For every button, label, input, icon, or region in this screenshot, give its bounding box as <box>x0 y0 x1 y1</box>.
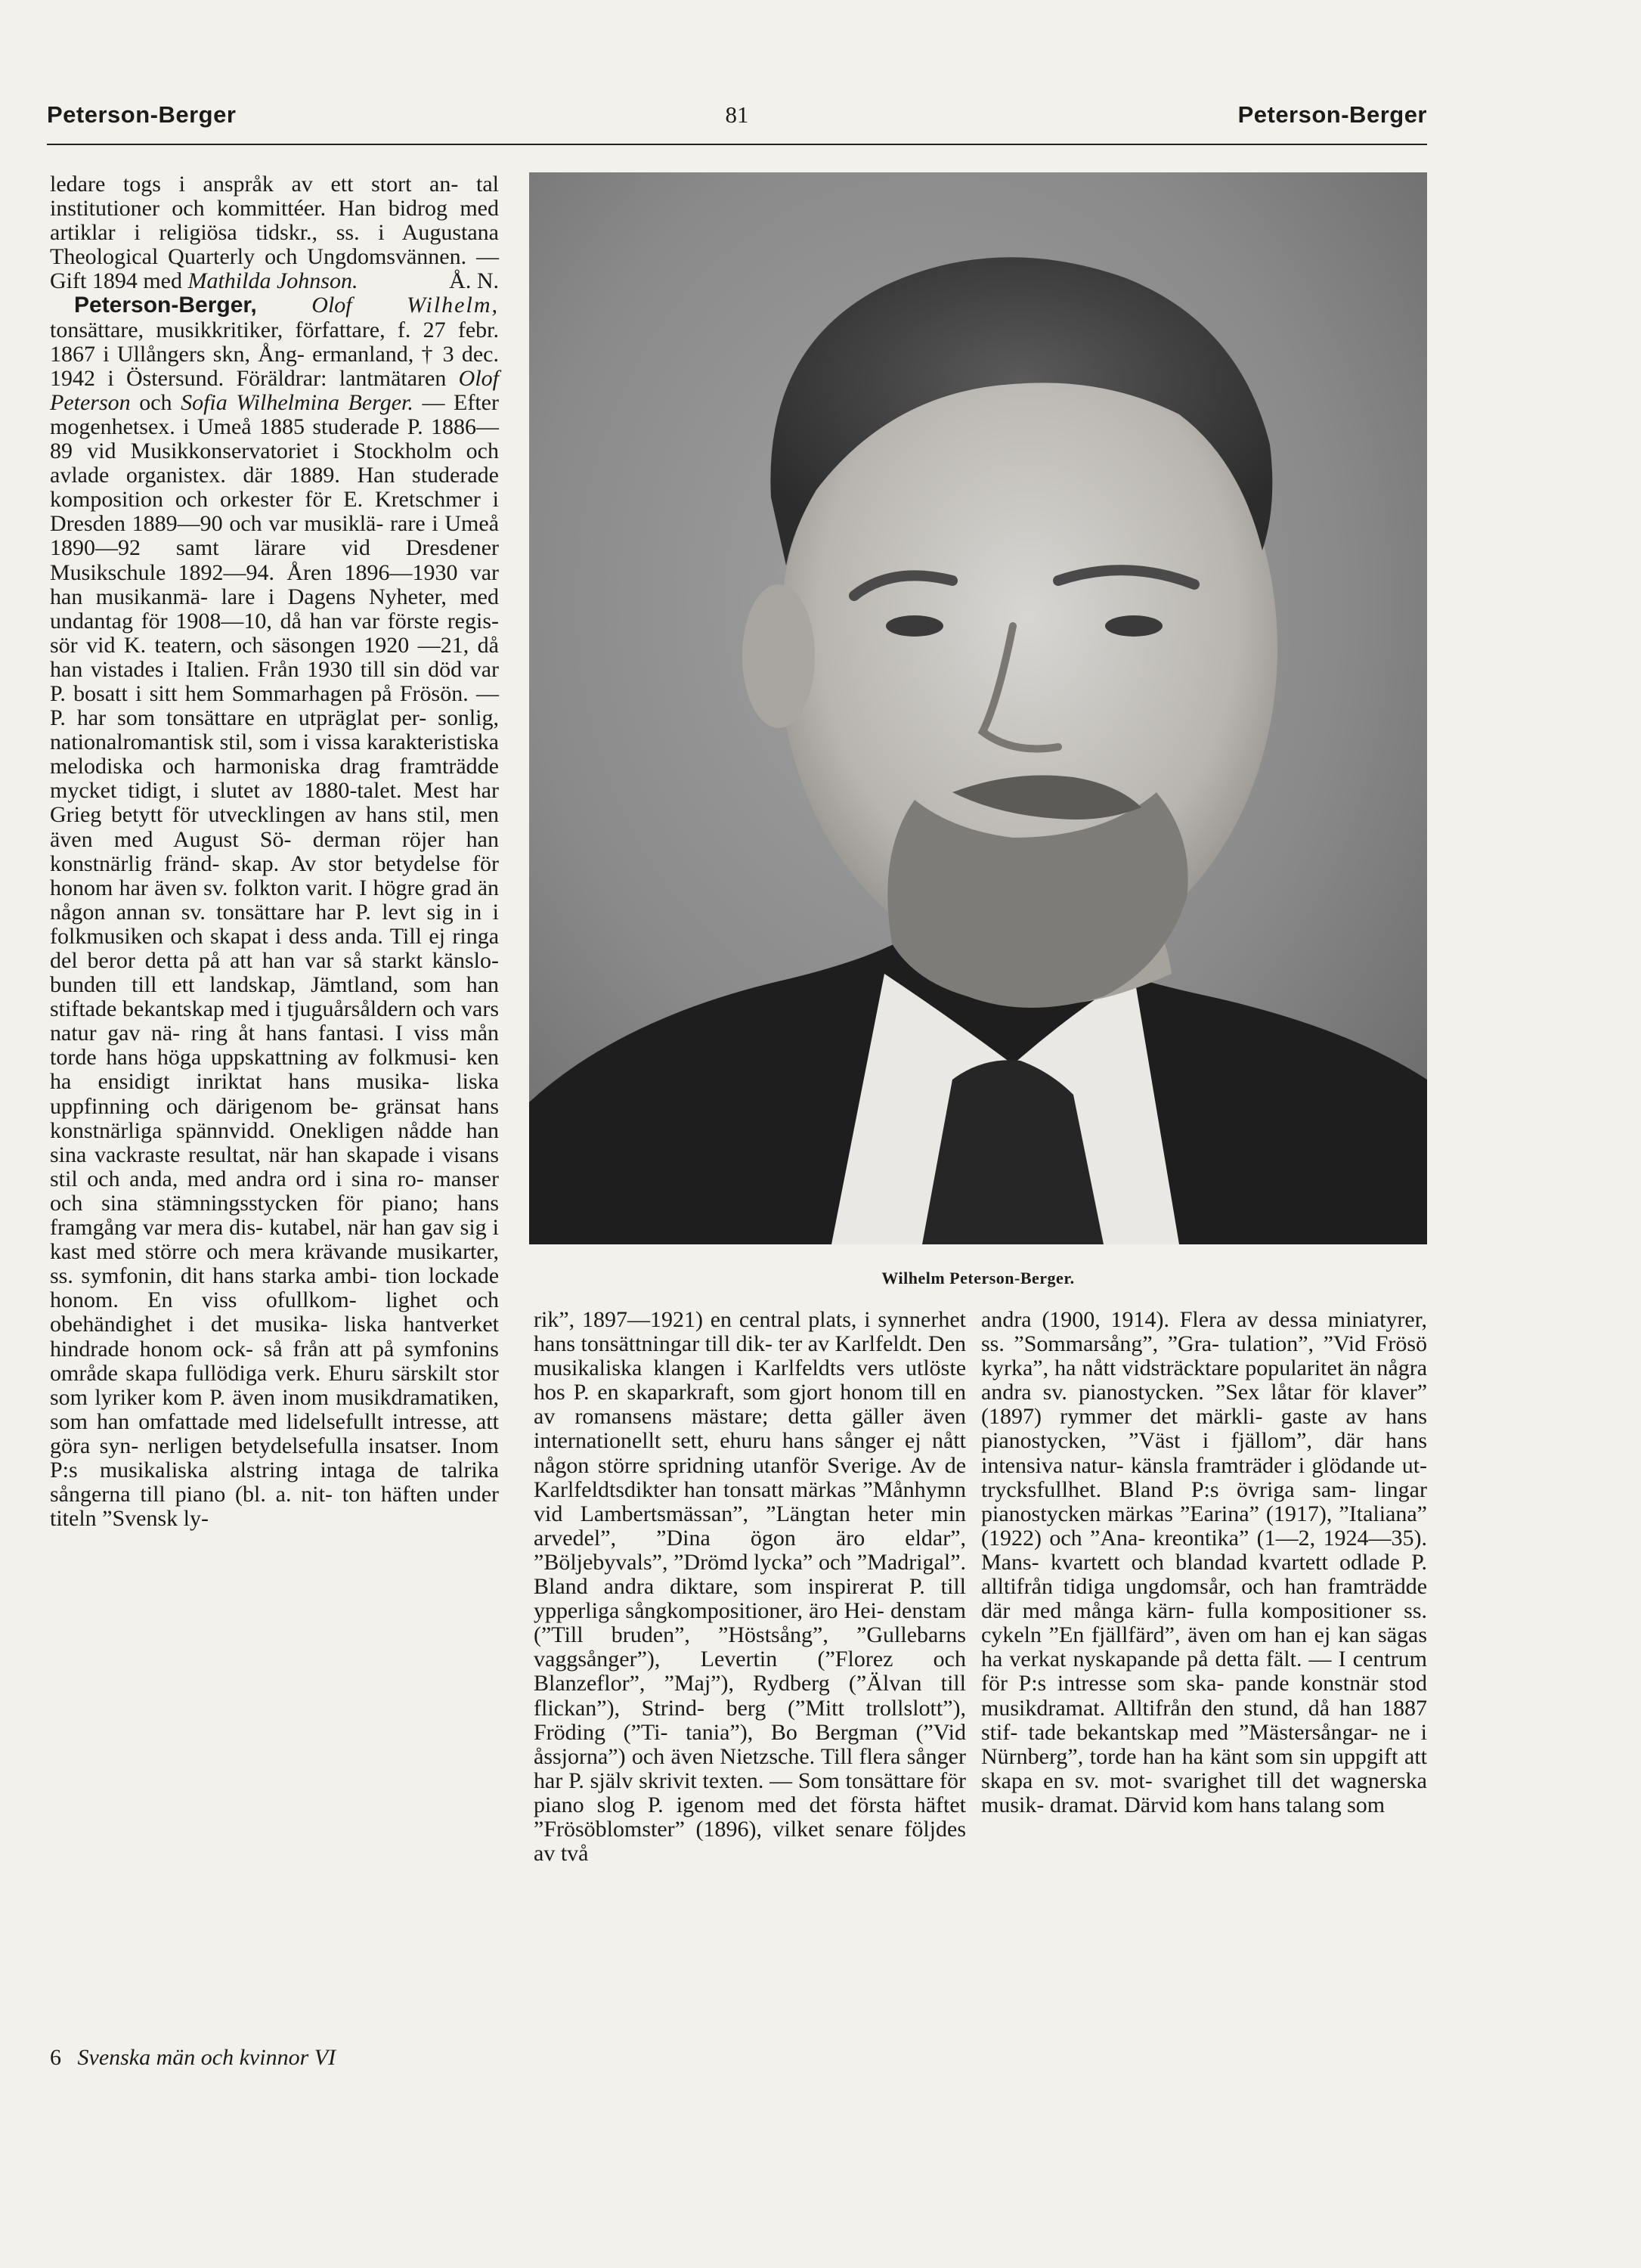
text-line: detta på att han var så starkt känslo- <box>144 948 499 973</box>
text-line: musikdramatiken, som han omfattade <box>50 1384 499 1434</box>
text-line: spridning utanför Sverige. Av de <box>658 1452 967 1478</box>
text-line: P. 1886—89 vid Musikkonservatoriet <box>50 414 499 464</box>
text-line: stor som lyriker kom P. även inom <box>50 1360 500 1410</box>
text-line: resultat, när han skapade i visans stil <box>50 1142 499 1191</box>
text-line: tjuguårsåldern och vars natur gav nä- <box>50 996 499 1046</box>
previous-entry-end <box>50 172 499 293</box>
text-line: även sv. folkton varit. I högre grad <box>154 875 472 900</box>
text-line: lare i Dagens Nyheter, med undantag <box>50 584 499 634</box>
text-line: fulla kompositioner ss. cykeln ”En <box>981 1598 1427 1648</box>
text-line: liska uppfinning och därigenom be- <box>50 1069 499 1119</box>
text-line: Alltifrån den stund, då han 1887 stif- <box>981 1695 1427 1745</box>
text-line: mogenhetsex. i Umeå 1885 studerade <box>50 414 400 439</box>
text-line: tion lockade honom. En viss ofullkom- <box>50 1263 500 1313</box>
text-line: fjällfärd”, även om han ej kan sägas <box>1091 1622 1427 1648</box>
text-line: (1896), vilket senare följdes av två <box>534 1816 967 1867</box>
text-line: med lidelsefullt intresse, att göra syn- <box>50 1408 499 1458</box>
text-line: tonsättare, musikkritiker, författare, <box>50 317 385 342</box>
text-line: tonsättare för piano slog P. igenom <box>534 1768 966 1817</box>
entry-heading-paragraph <box>50 293 499 1531</box>
text-line: ”Gullebarns vaggsånger”), Levertin <box>534 1622 967 1672</box>
text-line: P. alltifrån tidiga ungdomsår, och <box>981 1549 1428 1600</box>
text-line: ögon äro eldar”, ”Böljebyvals”, <box>534 1525 967 1575</box>
text-line: levt sig in i folkmusiken och skapat <box>50 899 499 949</box>
text-line: har P. själv skrivit texten. — Som <box>534 1768 840 1793</box>
text-line: ss. i Augustana Theological Quarterly <box>50 220 499 270</box>
text-line: (1917), ”Italiana” (1922) och ”Ana- <box>981 1501 1427 1551</box>
text-line: klaver” (1897) rymmer det märkli- <box>981 1380 1428 1430</box>
text-line: till en av romansens mästare; detta <box>534 1380 967 1430</box>
text-line: fjällom”, där hans intensiva natur- <box>981 1428 1427 1478</box>
running-header <box>47 101 1427 147</box>
text-line: manser och sina stämningsstycken för <box>50 1166 499 1216</box>
text-line: tidigt, i slutet av 1880-talet. Mest <box>128 778 459 804</box>
left-column <box>50 172 499 1531</box>
right-column <box>981 1308 1427 1817</box>
text-line: lingar pianostycken märkas ”Earina” <box>981 1476 1427 1526</box>
text-line: sör vid K. teatern, och säsongen 1920 <box>50 632 410 658</box>
text-line: Föräldrar: lantmätaren <box>236 365 447 391</box>
text-line: rik”, 1897—1921) en central plats, i <box>534 1307 871 1332</box>
text-line: känsla framträder i glödande ut- <box>1130 1452 1428 1478</box>
text-word: och <box>139 389 172 415</box>
text-line: P. en skaparkraft, som gjort honom <box>573 1380 903 1405</box>
spouse-name: Mathilda Johnson. <box>187 268 358 294</box>
text-line: —21, då han vistades i Italien. Från <box>50 632 499 682</box>
text-line: större och mera krävande musikarter, <box>144 1239 499 1265</box>
mother-name: Sofia Wilhelmina Berger. <box>181 389 413 415</box>
entry-body <box>50 414 499 1531</box>
portrait-illustration <box>529 172 1427 1244</box>
portrait-photo <box>529 172 1427 1244</box>
text-line: denstam (”Till bruden”, ”Höstsång”, <box>534 1598 966 1648</box>
text-line: skapa fullödiga verk. Ehuru särskilt <box>125 1360 457 1386</box>
text-line: trycksfullhet. Bland P:s övriga sam- <box>981 1476 1357 1502</box>
text-line: med det första häftet ”Frösöblomster” <box>534 1792 967 1842</box>
entry-given-name: Olof <box>311 293 352 318</box>
running-head-right: Peterson-Berger <box>1237 101 1427 128</box>
text-line: bunden till ett landskap, Jämtland, <box>50 972 398 998</box>
text-line: hans sånger ej nått någon större <box>534 1428 967 1478</box>
father-name: Olof Peterson <box>50 365 500 415</box>
text-line: kreontika” (1—2, 1924—35). Mans- <box>981 1525 1427 1575</box>
text-line: i vissa karakteristiska melodiska och <box>50 730 499 779</box>
text-line: — I centrum för P:s intresse som ska- <box>981 1647 1428 1696</box>
text-line: än någon annan sv. tonsättare har P. <box>50 875 500 925</box>
text-line: vid Dresdener Musikschule 1892—94. <box>50 535 499 585</box>
entry-called-name: Wilhelm, <box>407 293 499 318</box>
text-line: tania”), Bo Bergman (”Vid åssjorna”) <box>534 1719 967 1769</box>
text-line: Karlfeldtsdikter han tonsatt märkas <box>534 1476 856 1502</box>
text-line: ter av Karlfeldt. Den musikaliska <box>534 1331 967 1381</box>
text-line: tal institutioner och kommittéer. Han <box>50 172 500 222</box>
text-line: ss. symfonin, dit hans starka ambi- <box>50 1263 377 1289</box>
text-line: så från att på symfonins område <box>50 1336 499 1386</box>
text-line: tulation”, ”Vid Frösö kyrka”, ha nått <box>981 1331 1427 1381</box>
text-line: kutabel, när han gav sig i kast med <box>50 1215 499 1265</box>
text-line: ledare togs i anspråk av ett stort an- <box>50 172 459 197</box>
text-line: och Ungdomsvännen. — Gift 1894 med <box>50 244 500 294</box>
text-line: ”Månhymn vid Lambertsmässan”, <box>534 1476 967 1526</box>
text-line: piano; hans framgång var mera dis- <box>50 1190 500 1241</box>
text-line: ken ha ensidigt inriktat hans musika- <box>50 1045 499 1095</box>
text-line: sonlig, nationalromantisk stil, som <box>50 705 500 755</box>
text-line: (”Florez och Blanzeflor”, ”Maj”), <box>534 1647 966 1696</box>
text-line: berg (”Mitt trollslott”), Fröding (”Ti- <box>534 1695 967 1745</box>
signature-number: 6 <box>50 2045 61 2070</box>
text-line: rare i Umeå 1890—92 samt lärare <box>50 511 500 561</box>
page-number: 81 <box>725 101 749 128</box>
text-line: lighet och obehändighet i det musika- <box>50 1287 500 1337</box>
text-line: ring åt hans fantasi. I viss mån torde <box>50 1021 500 1070</box>
text-line: andra diktare, som inspirerat P. till <box>603 1574 966 1600</box>
text-line: dramat. Därvid kom hans talang som <box>1049 1792 1386 1817</box>
book-title: Svenska män och kvinnor VI <box>77 2045 336 2070</box>
text-line: gäller även internationellt sett, ehuru <box>534 1404 966 1454</box>
author-signature: Å. N. <box>449 268 499 294</box>
text-line: i Stockholm och avlade organistex. <box>50 438 499 488</box>
page-footer <box>50 2045 336 2071</box>
text-line: han framträdde där med många kärn- <box>981 1574 1428 1624</box>
text-line: klangen i Karlfeldts vers utlöste hos <box>534 1356 967 1405</box>
text-line: P:s musikaliska alstring intaga de <box>50 1457 420 1483</box>
text-line: ha verkat nyskapande på detta fält. <box>981 1647 1302 1672</box>
text-line: och orkester för E. Kretschmer i <box>175 487 499 513</box>
text-line: ermanland, † 3 dec. 1942 i Östersund. <box>50 341 499 391</box>
text-line: Onekligen nådde han sina vackraste <box>50 1117 499 1167</box>
text-line: harmoniska drag framträdde mycket <box>50 754 499 804</box>
text-line: och även Nietzsche. Till flera sånger <box>631 1743 966 1769</box>
text-line: derman röjer han konstnärlig fränd- <box>50 826 499 876</box>
text-line: Rydberg (”Älvan till flickan”), Strind- <box>534 1671 966 1721</box>
text-line: talrika sångerna till piano (bl. a. nit- <box>50 1457 500 1507</box>
text-line: Dresden 1889—90 och var musiklä- <box>50 511 384 537</box>
text-line: Åren 1896—1930 var han musikanmä- <box>50 559 500 609</box>
text-line: liska hantverket hindrade honom ock- <box>50 1312 499 1362</box>
text-line: ”Längtan heter min arvedel”, ”Dina <box>534 1501 966 1551</box>
text-line: har Grieg betytt för utvecklingen av <box>50 778 499 828</box>
text-line: för 1908—10, då han var förste regis- <box>141 608 500 634</box>
text-line: ypperliga sångkompositioner, äro Hei- <box>534 1598 884 1624</box>
text-line: i dess anda. Till ej ringa del beror <box>50 923 500 973</box>
text-line: ton häften under titeln ”Svensk ly- <box>50 1482 499 1532</box>
text-line: 1930 till sin död var P. bosatt i sitt <box>50 656 499 706</box>
text-line: gränsat hans konstnärliga spännvidd. <box>50 1093 500 1143</box>
text-line: och anda, med andra ord i sina ro- <box>87 1166 424 1191</box>
text-line: hans stil, men även med August Sö- <box>50 802 500 852</box>
text-line: kvartett och blandad kvartett odlade <box>1050 1549 1400 1575</box>
text-line: f. 27 febr. 1867 i Ullångers skn, Ång- <box>50 317 500 367</box>
text-line: gaste av hans pianostycken, ”Väst i <box>981 1404 1427 1454</box>
photo-caption: Wilhelm Peterson-Berger. <box>881 1269 1075 1287</box>
text-line: skap. Av stor betydelse för honom har <box>50 850 499 900</box>
text-word: — Efter <box>422 389 499 415</box>
text-line: nerligen betydelsefulla insatser. Inom <box>147 1433 499 1458</box>
text-line: som sin uppgift att skapa en sv. mot- <box>981 1743 1428 1793</box>
text-line: ne i Nürnberg”, torde han ha känt <box>981 1719 1428 1769</box>
text-line: ”Drömd lycka” och ”Madrigal”. Bland <box>534 1549 967 1600</box>
text-line: tade bekantskap med ”Mästersångar- <box>1028 1719 1379 1745</box>
text-line: där 1889. Han studerade komposition <box>50 463 499 513</box>
text-line: andra sv. pianostycken. ”Sex låtar för <box>981 1380 1349 1405</box>
text-line: hans höga uppskattning av folkmusi- <box>106 1045 457 1070</box>
entry-name: Peterson-Berger, <box>74 293 257 318</box>
text-line: miniatyrer, ss. ”Sommarsång”, ”Gra- <box>981 1307 1427 1357</box>
text-line: pande konstnär stod musikdramat. <box>981 1671 1427 1721</box>
text-line: hem Sommarhagen på Frösön. — P. <box>50 680 499 731</box>
text-line: synnerhet hans tonsättningar till dik- <box>534 1307 966 1357</box>
text-line: andra (1900, 1914). Flera av dessa <box>981 1307 1318 1332</box>
middle-column <box>534 1308 966 1866</box>
text-line: bidrog med artiklar i religiösa tidskr., <box>50 196 499 246</box>
header-rule <box>47 144 1427 145</box>
text-line: svarighet till det wagnerska musik- <box>981 1768 1427 1817</box>
running-head-left: Peterson-Berger <box>47 101 237 128</box>
text-line: som han stiftade bekantskap med i <box>50 972 500 1022</box>
text-line: vidsträcktare popularitet än några <box>1122 1356 1428 1381</box>
text-line: har som tonsättare en utpräglat per- <box>76 705 427 731</box>
